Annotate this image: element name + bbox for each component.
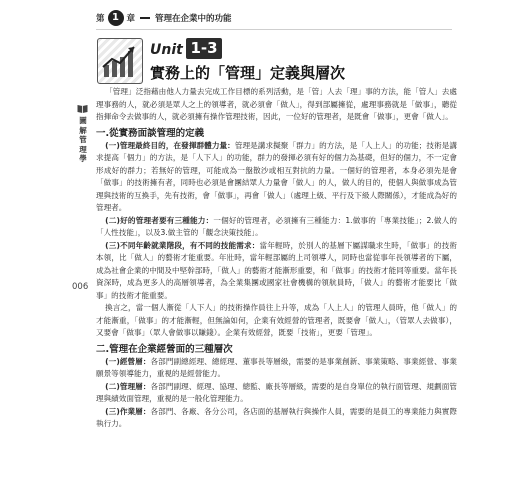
page-number: 006 <box>72 282 89 292</box>
unit-label: Unit <box>150 42 183 58</box>
intro-paragraph: 「管理」泛指藉由他人力量去完成工作目標的系列活動，是「管」人去「理」事的方法，能「管人」去處理事務的人，就必須是眾人之上的領導者，就必須會「做人」，得到部屬擁從，處理事務就是「做事」，聽從指揮命令去做事的人，就必須擁有操作管理技術，因此，一位好的管理者，是既會「做事」，更會「做人」。 <box>96 87 457 121</box>
section-2-item <box>96 406 457 431</box>
section-2-heading: 二.管理在企業經營面的三種層次 <box>96 343 233 355</box>
section-1-heading: 一.從實務面談管理的定義 <box>96 127 205 139</box>
chapter-header <box>96 10 232 26</box>
main-content <box>96 86 457 431</box>
chapter-number-badge: 1 <box>108 10 124 26</box>
section-1-item <box>96 140 457 215</box>
item-lead: (三)作業層： <box>105 406 151 416</box>
item-text: 一個好的管理者，必須擁有三種能力：1.做事的「專業技能」；2.做人的「人性技能」，以及3.做主管的「觀念決策技能」。 <box>96 215 457 237</box>
lesson-title: 實務上的「管理」定義與層次 <box>150 64 346 82</box>
header-separator <box>140 17 150 19</box>
section-2-item <box>96 356 457 381</box>
item-text: 當年輕時，於別人的基層下屬謀職求生時，「做事」的技術本領，比「做人」的藝術才能重要。年壯時，當年輕部屬的上司領導人，同時也當從事年長領導者的下屬，成為社會企業的中間及中堅幹部時，「做人」的藝術才能漸形重要，和「做事」的技術才能同等重要。當年長資深時，成為更多人的高層領導者，為全業集團或國家社會機構的領航員時，「做人」的藝術才能要比「做事」的技術才能重要。 <box>96 240 457 300</box>
item-lead: (三)不同年齡就業階段，有不同的技能需求： <box>105 240 260 250</box>
item-lead: (一)經營層： <box>105 356 151 366</box>
item-lead: (一)管理最終目的，在發揮群體力量： <box>105 140 235 150</box>
section-1-item <box>96 240 457 303</box>
unit-number-badge: 1-3 <box>186 38 222 59</box>
book-icon <box>77 104 88 113</box>
section-1-item <box>96 215 457 240</box>
chapter-title: 管理在企業中的功能 <box>155 14 232 24</box>
book-title-vertical: 圖解管理學 <box>79 116 87 163</box>
growth-chart-icon <box>97 38 143 84</box>
chapter-prefix: 第 <box>96 14 105 24</box>
item-lead: (二)管理層： <box>105 381 151 391</box>
section-1-closing: 換言之，當一個人漸從「人下人」的技術操作員往上升等，成為「人上人」的管理人員時，他「做人」的才能漸重，「做事」的才能漸輕，但無論如何，企業有效經營的管理者，既要會「做人」，（管眾人去做事），又要會「做事」（眾人會做事以賺錢）。企業有效經營，既要「技術」，更要「管理」。 <box>96 303 457 337</box>
item-text: 管理是講求擬聚「群力」的方法，是「人上人」的功能；技術是講求提高「個力」的方法，是「人下人」的功能，群力的發揮必須有好的個力為基礎，但好的個力，不一定會形成好的群力；若無好的管理，可能成為一盤散沙或相互對抗的力量。一個好的管理者，本身必須先是會「做事」的技術擁有者，同時也必須是會團結眾人力量會「做人」的人，做人的目的，使個人與做事成為管理與技術的互換手，先有技術，會「做事」，再會「做人」（處理上級、平行及下級人際關係），才能成為好的管理者。 <box>96 140 457 212</box>
section-2-item <box>96 381 457 406</box>
item-lead: (二)好的管理者要有三種能力： <box>105 215 214 225</box>
item-text: 各部門副總經理、總經理、董事長等層級，需要的是事業創新、事業策略、事業經營、事業願景等領導能力，重視的是經營能力。 <box>96 356 457 378</box>
header-rule <box>96 29 452 30</box>
item-text: 各部門、各廠、各分公司，各店面的基層執行與操作人員，需要的是員工的專業能力與實際執行力。 <box>96 406 457 428</box>
chapter-suffix: 章 <box>126 14 136 24</box>
item-text: 各部門副理、經理、協理、總監、廠長等層級，需要的是自身單位的執行面管理、規劃面管理與績效面管理，重視的是一般化管理能力。 <box>96 381 457 403</box>
